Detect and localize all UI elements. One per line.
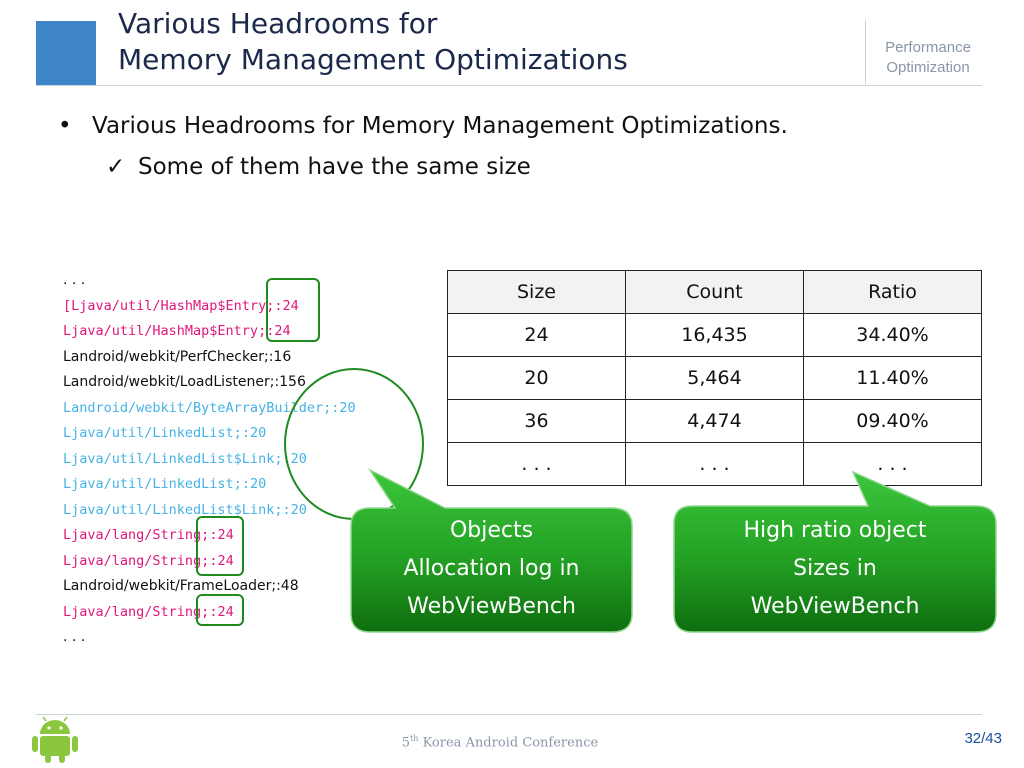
log-object-size: :48 [276, 578, 299, 594]
footer-ordinal-suffix: th [410, 734, 419, 743]
log-object-size: :24 [209, 552, 234, 569]
bullet-dot-icon: • [58, 113, 72, 139]
log-class-name: Landroid/webkit/LoadListener; [63, 374, 275, 390]
table-header-cell: Size [448, 271, 626, 314]
log-object-size: :20 [241, 425, 267, 441]
table-header-cell: Count [626, 271, 804, 314]
section-label-line2: Optimization [886, 59, 970, 76]
footer-conference [300, 734, 700, 750]
table-cell: 24 [448, 314, 626, 357]
log-class-name: Ljava/lang/String; [63, 527, 210, 543]
table-header-cell: Ratio [804, 271, 982, 314]
callout-right-line3: WebViewBench [750, 594, 920, 619]
page-number: 32/43 [964, 730, 1002, 747]
log-object-size: :24 [274, 297, 299, 314]
log-class-name: Landroid/webkit/FrameLoader; [63, 578, 277, 594]
footer-rule [36, 714, 982, 715]
callout-left-text [351, 512, 632, 626]
log-class-name: Landroid/webkit/PerfChecker; [63, 348, 269, 365]
log-object-size: :20 [282, 450, 307, 467]
log-line: . . . [63, 629, 86, 645]
log-object-size: :24 [266, 323, 291, 339]
callout-right-text [674, 512, 996, 626]
bullet-main-text: Various Headrooms for Memory Management Optimizations. [92, 113, 788, 139]
log-class-name: Ljava/lang/String; [63, 552, 210, 569]
table-cell: 09.40% [804, 400, 982, 443]
table-cell: . . . [448, 443, 626, 486]
log-class-name: Ljava/lang/String; [63, 603, 210, 620]
log-class-name: Landroid/webkit/ByteArrayBuilder; [63, 399, 332, 416]
table-cell: 36 [448, 400, 626, 443]
table-cell: . . . [626, 443, 804, 486]
callout-right-line2: Sizes in [793, 556, 877, 581]
table-cell: . . . [804, 443, 982, 486]
log-object-size: :24 [209, 603, 234, 620]
log-line: . . . [63, 272, 86, 288]
log-object-size: :16 [268, 348, 292, 365]
slide-title-line2: Memory Management Optimizations [118, 43, 628, 76]
log-object-size: :20 [282, 501, 307, 518]
table-cell: 34.40% [804, 314, 982, 357]
android-robot-icon [30, 716, 80, 764]
callout-left-line1: Objects [449, 518, 534, 543]
footer-conference-name: Korea Android Conference [418, 735, 599, 751]
table-cell: 11.40% [804, 357, 982, 400]
footer-ordinal: 5 [401, 735, 411, 751]
log-object-size: :24 [209, 527, 234, 543]
log-class-name: Ljava/util/LinkedList; [63, 476, 242, 492]
log-object-size: :156 [274, 374, 306, 390]
slide-title-line1: Various Headrooms for [118, 7, 438, 40]
table-cell: 4,474 [626, 400, 804, 443]
bullet-sub-text: Some of them have the same size [138, 154, 531, 180]
check-mark-icon: ✓ [106, 154, 126, 180]
callout-left-line2: Allocation log in [403, 556, 580, 581]
table-cell: 20 [448, 357, 626, 400]
log-object-size: :20 [331, 399, 356, 416]
log-class-name: Ljava/util/LinkedList$Link; [63, 501, 283, 518]
callout-left-line3: WebViewBench [407, 594, 576, 619]
log-class-name: Ljava/util/LinkedList$Link; [63, 450, 283, 467]
callout-right-line1: High ratio object [743, 518, 927, 543]
table-cell: 5,464 [626, 357, 804, 400]
log-class-name: Ljava/util/HashMap$Entry; [63, 323, 267, 339]
log-object-size: :20 [241, 476, 267, 492]
section-label-line1: Performance [885, 39, 971, 56]
log-class-name: Ljava/util/LinkedList; [63, 425, 242, 441]
log-class-name: [Ljava/util/HashMap$Entry; [63, 297, 275, 314]
table-cell: 16,435 [626, 314, 804, 357]
